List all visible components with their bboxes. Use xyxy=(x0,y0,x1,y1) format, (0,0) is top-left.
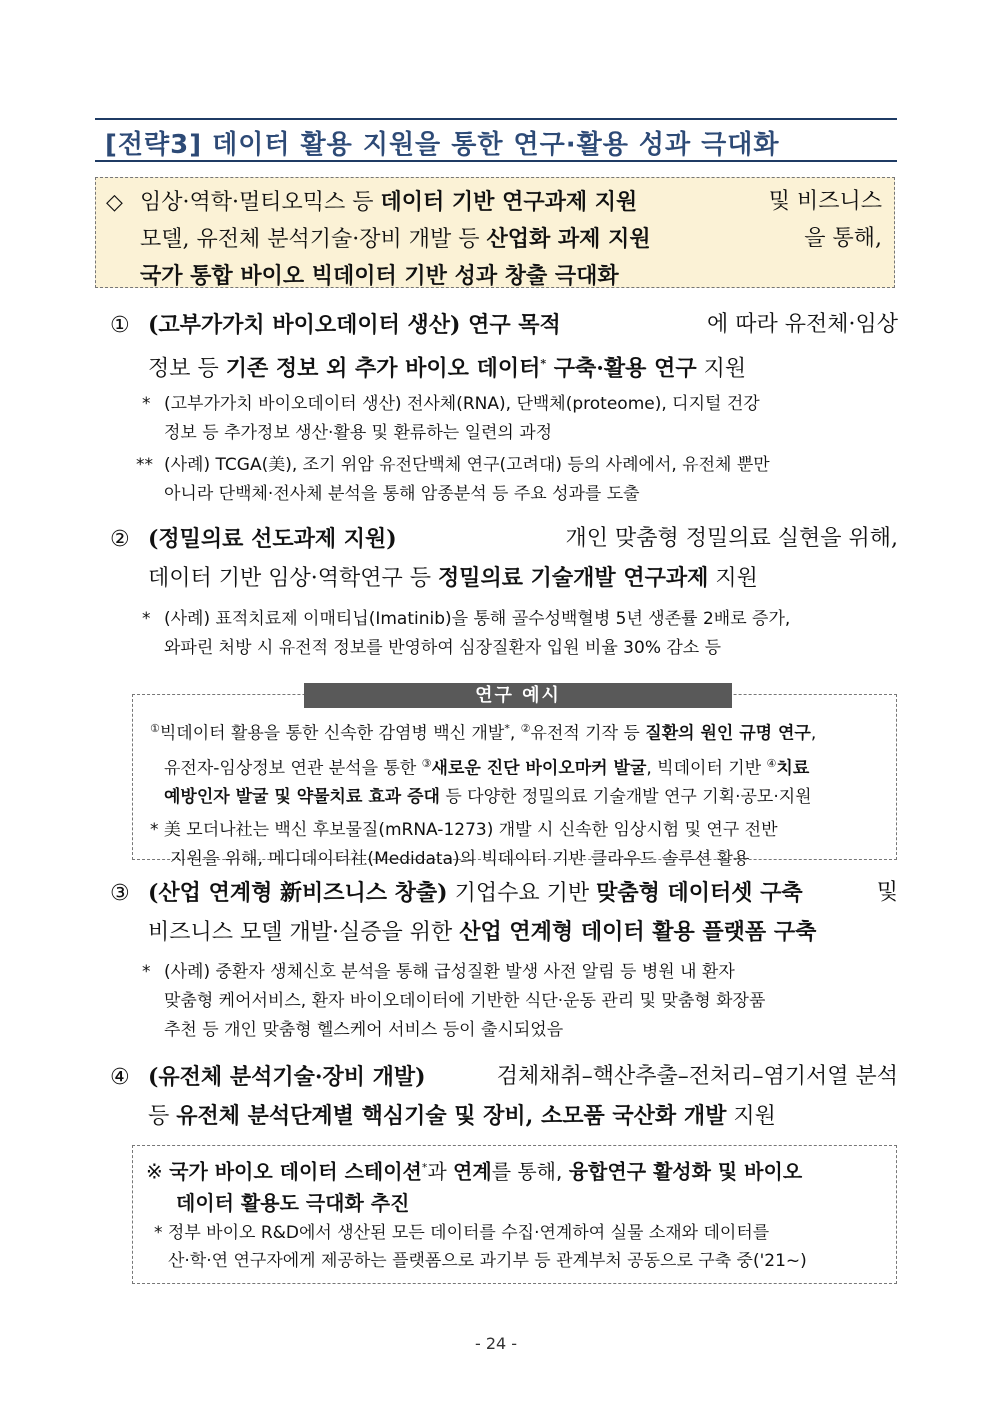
strategy-heading-bar xyxy=(95,118,897,162)
summary-box xyxy=(95,177,895,288)
item-2-number: ② xyxy=(110,527,130,552)
page-number: - 24 - xyxy=(474,1334,518,1353)
station-line-2: 데이터 활용도 극대화 추진 xyxy=(176,1190,410,1215)
example-line-1: ①빅데이터 활용을 통한 신속한 감염병 백신 개발*, ②유전적 기작 등 질환의 원인 규명 연구, xyxy=(150,722,817,744)
summary-line-2: 모델, 유전체 분석기술·장비 개발 등 산업화 과제 지원 을 통해, xyxy=(140,226,882,252)
item-3 xyxy=(110,874,898,952)
item-3-line-1: ③ (산업 연계형 新비즈니스 창출) 기업수요 기반 맞춤형 데이터셋 구축 및 xyxy=(110,874,898,913)
item-3-number: ③ xyxy=(110,881,130,906)
data-station-note: * 정부 바이오 R&D에서 생산된 모든 데이터를 수집·연계하여 실물 소재와 데이터를 산·학·연 연구자에게 제공하는 플랫폼으로 과기부 등 관계부처 공동으로 구축 중('21~) xyxy=(154,1223,807,1271)
item-1 xyxy=(110,306,898,388)
item-3-line-2: 비즈니스 모델 개발·실증을 위한 산업 연계형 데이터 활용 플랫폼 구축 xyxy=(148,919,817,945)
item-4-number: ④ xyxy=(110,1065,130,1090)
station-line-1: ※ 국가 바이오 데이터 스테이션*과 연계를 통해, 융합연구 활성화 및 바이오 xyxy=(146,1159,803,1184)
data-station-text xyxy=(146,1152,892,1219)
item-2-note: * (사례) 표적치료제 이매티닙(Imatinib)을 통해 골수성백혈병 5년 생존률 2배로 증가, 와파린 처방 시 유전적 정보를 반영하여 심장질환자 입원 비율 30% 감소 등 xyxy=(142,609,791,658)
item-2-line-1: ② (정밀의료 선도과제 지원) 개인 맞춤형 정밀의료 실현을 위해, xyxy=(110,520,898,559)
item-4 xyxy=(110,1058,898,1136)
strategy-heading: [전략3] 데이터 활용 지원을 통한 연구·활용 성과 극대화 xyxy=(105,130,780,160)
summary-line-3: 국가 통합 바이오 빅데이터 기반 성과 창출 극대화 xyxy=(140,263,619,289)
research-example-text xyxy=(150,714,888,874)
research-example-title: 연구 예시 xyxy=(304,683,732,708)
diamond-bullet-icon: ◇ xyxy=(106,190,123,215)
item-4-line-2: 등 유전체 분석단계별 핵심기술 및 장비, 소모품 국산화 개발 지원 xyxy=(148,1103,776,1129)
summary-line-1: ◇ 임상·역학·멀티오믹스 등 데이터 기반 연구과제 지원 및 비즈니스 xyxy=(106,184,882,221)
example-line-2: 유전자-임상정보 연관 분석을 통한 ③새로운 진단 바이오마커 발굴, 빅데이터 기반 ④치료 xyxy=(164,756,810,779)
example-note: * 美 모더나社는 백신 후보물질(mRNA-1273) 개발 시 신속한 임상시험 및 연구 전반 지원을 위해, 메디데이터社(Medidata)의 빅데이터 기반 클라우드 솔루션 활용 xyxy=(150,820,778,870)
item-3-note: * (사례) 중환자 생체신호 분석을 통해 급성질환 발생 사전 알림 등 병원 내 환자 맞춤형 케어서비스, 환자 바이오데이터에 기반한 식단·운동 관리 및 맞춤형 화장품 추천 등 개인 맞춤형 헬스케어 서비스 등이 출시되었음 xyxy=(142,962,766,1040)
item-1-note-2: ** (사례) TCGA(美), 조기 위암 유전단백체 연구(고려대) 등의 사례에서, 유전체 뿐만 아니라 단백체·전사체 분석을 통해 암종분석 등 주요 성과를 도출 xyxy=(136,455,770,504)
example-line-3: 예방인자 발굴 및 약물치료 효과 증대 등 다양한 정밀의료 기술개발 연구 기획·공모·지원 xyxy=(164,787,812,808)
item-2-line-2: 데이터 기반 임상·역학연구 등 정밀의료 기술개발 연구과제 지원 xyxy=(148,565,758,591)
item-2 xyxy=(110,520,898,598)
item-1-line-1: ① (고부가가치 바이오데이터 생산) 연구 목적 에 따라 유전체·임상 xyxy=(110,306,898,345)
item-1-note-1: * (고부가가치 바이오데이터 생산) 전사체(RNA), 단백체(proteome), 디지털 건강 정보 등 추가정보 생산·활용 및 환류하는 일련의 과정 xyxy=(142,394,760,443)
item-1-line-2: 정보 등 기존 정보 외 추가 바이오 데이터* 구축·활용 연구 지원 xyxy=(148,355,747,382)
item-1-number: ① xyxy=(110,313,130,338)
item-4-line-1: ④ (유전체 분석기술·장비 개발) 검체채취–핵산추출–전처리–염기서열 분석 xyxy=(110,1058,898,1097)
